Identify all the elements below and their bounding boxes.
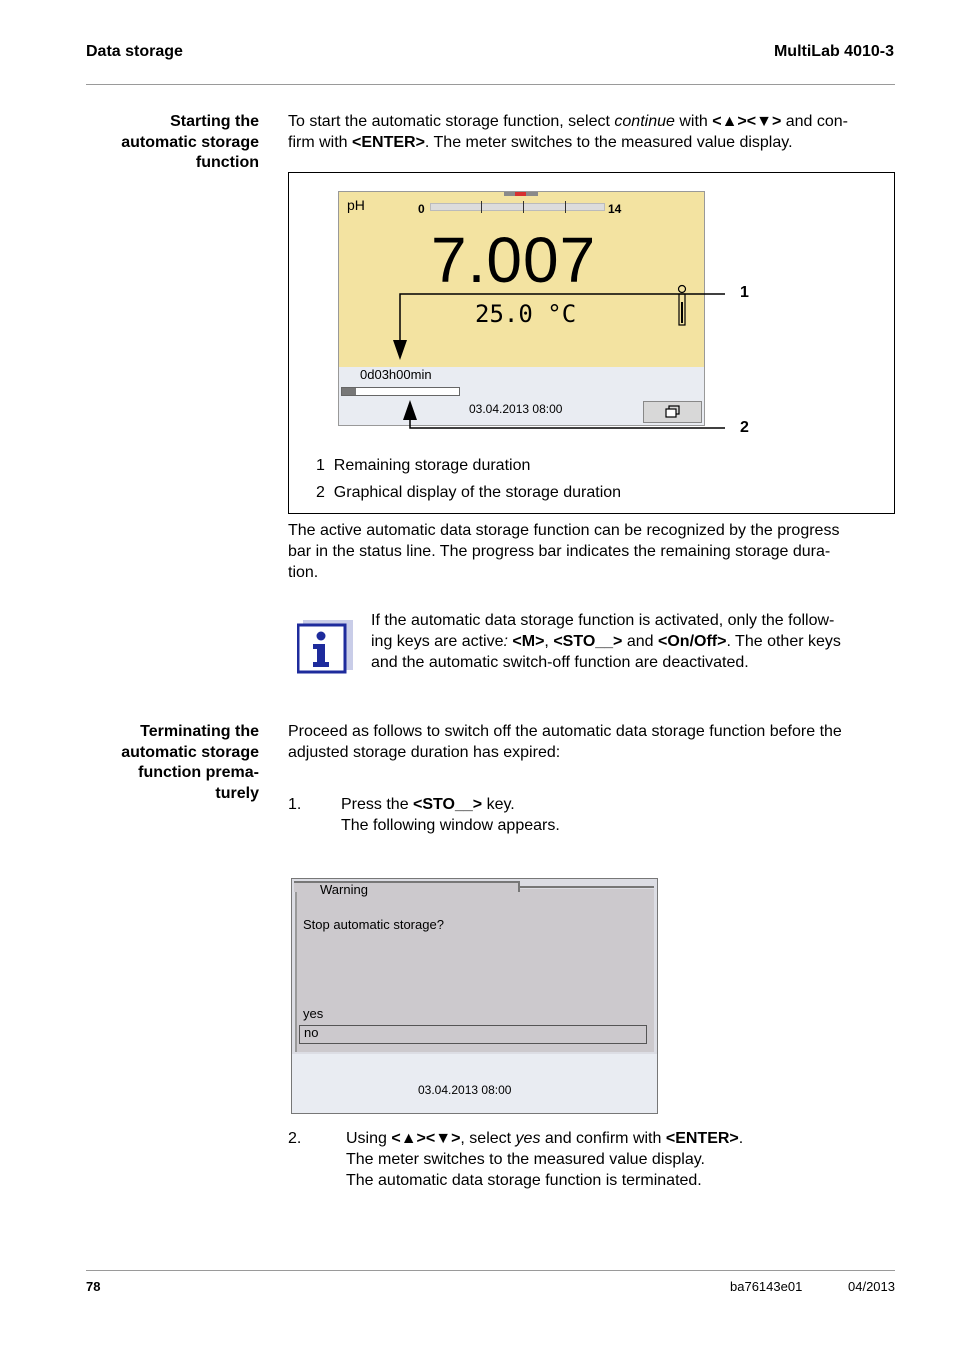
step-line: Using <▲><▼>, select yes and confirm with <ENTER>.: [346, 1130, 744, 1147]
document-number: ba76143e01: [730, 1279, 803, 1294]
heading-line: turely: [215, 784, 259, 802]
callout-lines: [380, 280, 730, 430]
heading-line: function prema-: [138, 764, 259, 781]
footer-rule: [86, 1270, 895, 1271]
parameter-label: pH: [347, 197, 365, 213]
heading-line: Terminating the: [140, 723, 259, 740]
option-no-label: no: [304, 1025, 319, 1040]
legend-item: 1 Remaining storage duration: [316, 457, 531, 474]
heading-line: Starting the: [170, 113, 259, 130]
step-1-text: [341, 794, 891, 836]
running-header-section: Data storage: [86, 43, 183, 60]
step-line: The automatic data storage function is terminated.: [346, 1172, 702, 1189]
option-no-selected[interactable]: [299, 1025, 647, 1044]
intro-paragraph: [288, 111, 895, 153]
note-line: ing keys are active: <M>, <STO__> and <On/Off>. The other keys: [371, 633, 841, 650]
temperature-value: 25.0 °C: [475, 300, 577, 328]
warning-datetime: 03.04.2013 08:00: [418, 1083, 512, 1097]
document-date: 04/2013: [848, 1279, 895, 1294]
scale-min: 0: [418, 202, 425, 216]
paragraph-line: bar in the status line. The progress bar indicates the remaining storage dura-: [288, 543, 831, 560]
paragraph-line: The active automatic data storage function can be recognized by the progress: [288, 522, 840, 539]
heading-line: function: [195, 154, 259, 171]
paragraph-line: adjusted storage duration has expired:: [288, 744, 561, 761]
step-2-text: [346, 1128, 891, 1191]
status-indicator: [504, 192, 538, 196]
terminate-intro: [288, 721, 895, 763]
note-line: If the automatic data storage function is activated, only the follow-: [371, 612, 835, 629]
warning-status-line: [292, 1054, 657, 1113]
storage-progress-fill: [342, 388, 356, 395]
ph-scale-bar: [430, 203, 605, 211]
warning-dialog: [295, 889, 654, 1052]
note-line: and the automatic switch-off function are deactivated.: [371, 654, 749, 671]
scale-max: 14: [608, 202, 622, 216]
legend-item: 2 Graphical display of the storage duration: [316, 484, 622, 501]
measured-value: 7.007: [431, 224, 597, 296]
paragraph-line: Proceed as follows to switch off the automatic data storage function before the: [288, 723, 842, 740]
status-datetime: 03.04.2013 08:00: [469, 402, 563, 416]
scale-tick: [523, 201, 524, 213]
step-line: Press the <STO__> key.: [341, 796, 515, 813]
paragraph-line: tion.: [288, 564, 319, 581]
step-number: 1.: [288, 796, 302, 813]
warning-title: Warning: [320, 882, 368, 897]
sidebar-heading-starting: [86, 112, 259, 174]
running-header-product: MultiLab 4010-3: [773, 43, 894, 60]
remaining-duration: 0d03h00min: [360, 367, 432, 382]
callout-number-1: 1: [740, 284, 749, 301]
step-line: The meter switches to the measured value display.: [346, 1151, 705, 1168]
warning-question: Stop automatic storage?: [303, 917, 444, 932]
header-rule: [86, 84, 895, 85]
warning-window-screen: [291, 878, 658, 1114]
sidebar-heading-terminating: [86, 722, 259, 804]
title-rule: [520, 886, 654, 888]
option-yes[interactable]: yes: [303, 1006, 324, 1021]
status-indicator-red: [515, 192, 526, 196]
page-number: 78: [86, 1279, 101, 1294]
info-icon: [297, 620, 353, 676]
heading-line: automatic storage: [121, 133, 259, 151]
scale-tick: [481, 201, 482, 213]
intro-line-2: firm with <ENTER>. The meter switches to the measured value display.: [288, 134, 793, 151]
scale-tick: [565, 201, 566, 213]
callout-number-2: 2: [740, 419, 749, 436]
step-line: The following window appears.: [341, 817, 560, 834]
heading-line: automatic storage: [121, 743, 259, 761]
info-note-text: [371, 610, 895, 673]
step-number: 2.: [288, 1130, 302, 1147]
active-function-paragraph: [288, 520, 895, 583]
intro-line-1: To start the automatic storage function, select continue with <▲><▼> and con-: [288, 113, 848, 130]
